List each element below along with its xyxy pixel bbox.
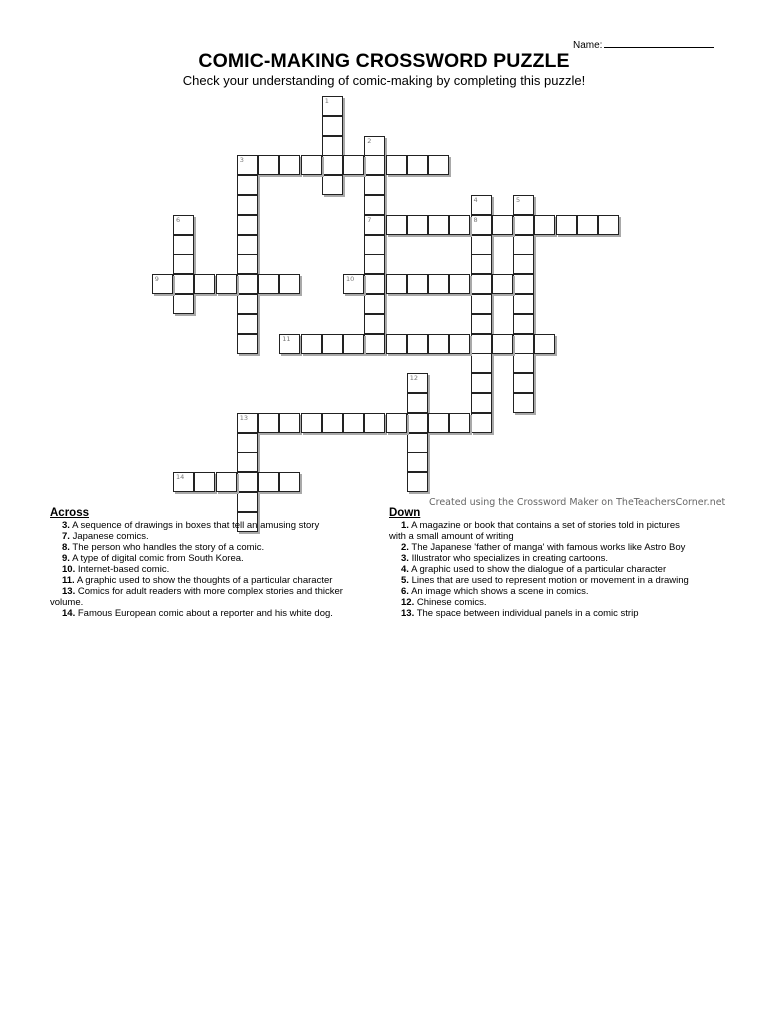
- clue-num: 9.: [62, 553, 70, 564]
- grid-cell[interactable]: [322, 155, 343, 175]
- down-clue: [389, 586, 719, 597]
- down-clue: [389, 597, 719, 608]
- clue-text: Internet-based comic.: [77, 564, 170, 575]
- clue-num: 6.: [401, 586, 409, 597]
- grid-cell[interactable]: [237, 314, 258, 334]
- grid-cell[interactable]: [322, 175, 343, 195]
- grid-cell[interactable]: [258, 274, 279, 294]
- grid-cell[interactable]: [237, 334, 258, 354]
- clue-text: Chinese comics.: [416, 597, 487, 608]
- grid-cell[interactable]: [471, 413, 492, 433]
- across-clue: [50, 575, 372, 586]
- grid-cell[interactable]: [513, 393, 534, 413]
- clue-text: Comics for adult readers with more complex stories and thicker: [77, 586, 343, 597]
- clue-number: 13: [239, 413, 249, 422]
- grid-cell[interactable]: [407, 393, 428, 413]
- grid-cell[interactable]: [237, 195, 258, 215]
- grid-cell[interactable]: [194, 274, 215, 294]
- clue-text: A sequence of drawings in boxes that tell an amusing story: [72, 520, 320, 531]
- grid-cell[interactable]: [173, 274, 194, 294]
- grid-cell[interactable]: [194, 472, 215, 492]
- grid-cell[interactable]: [407, 413, 428, 433]
- down-clue: [389, 553, 719, 564]
- clue-number: 11: [282, 334, 291, 343]
- grid-cell[interactable]: [386, 413, 407, 433]
- grid-cell[interactable]: [301, 334, 322, 354]
- grid-cell[interactable]: [471, 393, 492, 413]
- grid-cell[interactable]: [471, 195, 492, 215]
- across-clue: [50, 520, 372, 531]
- grid-cell[interactable]: [237, 433, 258, 453]
- grid-cell[interactable]: [449, 413, 470, 433]
- clue-number: 7: [367, 215, 372, 224]
- clue-num: 11.: [62, 575, 75, 586]
- clue-num: 7.: [62, 531, 70, 542]
- grid-cell[interactable]: [301, 413, 322, 433]
- grid-cell[interactable]: [513, 235, 534, 255]
- grid-cell[interactable]: [237, 254, 258, 274]
- clue-number: 5: [516, 196, 521, 204]
- clue-num: 3.: [401, 553, 409, 564]
- grid-cell[interactable]: [428, 215, 449, 235]
- grid-cell[interactable]: [173, 472, 194, 492]
- clue-number: 3: [239, 156, 244, 165]
- down-clues: [389, 508, 719, 619]
- across-clue: [50, 608, 372, 619]
- clue-text: An image which shows a scene in comics.: [411, 586, 589, 597]
- grid-cell[interactable]: [513, 254, 534, 274]
- across-clue: [50, 586, 372, 597]
- grid-cell[interactable]: [513, 373, 534, 393]
- grid-cell[interactable]: [428, 155, 449, 175]
- clue-num: 3.: [62, 520, 70, 531]
- grid-cell[interactable]: [492, 334, 513, 354]
- clue-number: 4: [473, 196, 478, 204]
- name-label: Name:: [573, 40, 603, 51]
- grid-cell[interactable]: [322, 413, 343, 433]
- grid-cell[interactable]: [492, 274, 513, 294]
- grid-cell[interactable]: [364, 413, 385, 433]
- grid-cell[interactable]: [407, 155, 428, 175]
- grid-cell[interactable]: [216, 472, 237, 492]
- clue-num: 8.: [62, 542, 70, 553]
- clue-num: 1.: [401, 520, 409, 531]
- clue-text: Illustrator who specializes in creating cartoons.: [411, 553, 609, 564]
- grid-cell[interactable]: [513, 353, 534, 373]
- grid-cell[interactable]: [471, 373, 492, 393]
- grid-cell[interactable]: [279, 334, 300, 354]
- grid-cell[interactable]: [258, 472, 279, 492]
- grid-cell[interactable]: [343, 413, 364, 433]
- grid-cell[interactable]: [513, 334, 534, 354]
- grid-cell[interactable]: [471, 215, 492, 235]
- clue-num: 14.: [62, 608, 76, 619]
- grid-cell[interactable]: [343, 334, 364, 354]
- page-title: COMIC-MAKING CROSSWORD PUZZLE: [198, 50, 570, 72]
- grid-cell[interactable]: [407, 215, 428, 235]
- credit-line: Created using the Crossword Maker on TheTeachersCorner.net: [429, 497, 726, 508]
- across-clue: [50, 553, 372, 564]
- grid-cell[interactable]: [556, 215, 577, 235]
- grid-cell[interactable]: [428, 334, 449, 354]
- grid-cell[interactable]: [237, 274, 258, 294]
- grid-cell[interactable]: [513, 294, 534, 314]
- grid-cell[interactable]: [237, 452, 258, 472]
- grid-cell[interactable]: [258, 155, 279, 175]
- across-clue: [50, 597, 372, 608]
- grid-cell[interactable]: [322, 136, 343, 156]
- grid-cell[interactable]: [386, 155, 407, 175]
- grid-cell[interactable]: [152, 274, 173, 294]
- grid-cell[interactable]: [364, 235, 385, 255]
- grid-cell[interactable]: [322, 116, 343, 136]
- down-clue: [389, 531, 719, 542]
- grid-cell[interactable]: [513, 274, 534, 294]
- clue-text: Lines that are used to represent motion or movement in a drawing: [411, 575, 689, 586]
- clue-text: A graphic used to show the dialogue of a particular character: [411, 564, 667, 575]
- grid-cell[interactable]: [237, 215, 258, 235]
- grid-cell[interactable]: [513, 314, 534, 334]
- grid-cell[interactable]: [407, 472, 428, 492]
- grid-cell[interactable]: [364, 254, 385, 274]
- grid-cell[interactable]: [386, 215, 407, 235]
- grid-cell[interactable]: [364, 175, 385, 195]
- grid-cell[interactable]: [471, 294, 492, 314]
- grid-cell[interactable]: [449, 274, 470, 294]
- down-heading: Down: [389, 507, 421, 519]
- grid-cell[interactable]: [471, 254, 492, 274]
- grid-cell[interactable]: [364, 314, 385, 334]
- grid-cell[interactable]: [173, 254, 194, 274]
- clue-number: 10: [346, 275, 355, 284]
- grid-cell[interactable]: [407, 334, 428, 354]
- clue-text: A graphic used to show the thoughts of a particular character: [76, 575, 333, 586]
- grid-cell[interactable]: [364, 195, 385, 215]
- clue-number: 8: [473, 215, 478, 224]
- grid-cell[interactable]: [364, 136, 385, 156]
- grid-cell[interactable]: [173, 215, 194, 235]
- grid-cell[interactable]: [322, 96, 343, 116]
- grid-cell[interactable]: [237, 472, 258, 492]
- clue-text: The Japanese 'father of manga' with famous works like Astro Boy: [411, 542, 686, 553]
- grid-cell[interactable]: [428, 413, 449, 433]
- clue-text: The space between individual panels in a comic strip: [416, 608, 639, 619]
- grid-cell[interactable]: [471, 235, 492, 255]
- down-clue: [389, 520, 719, 531]
- grid-cell[interactable]: [449, 334, 470, 354]
- grid-cell[interactable]: [343, 274, 364, 294]
- grid-cell[interactable]: [407, 452, 428, 472]
- grid-cell[interactable]: [471, 314, 492, 334]
- down-clue: [389, 564, 719, 575]
- clue-number: 9: [154, 275, 159, 284]
- clue-text: Famous European comic about a reporter and his white dog.: [77, 608, 333, 619]
- grid-cell[interactable]: [237, 413, 258, 433]
- across-clue-list: [50, 520, 372, 619]
- clue-number: 6: [176, 215, 181, 224]
- grid-cell[interactable]: [534, 334, 555, 354]
- clue-num: 5.: [401, 575, 409, 586]
- clue-number: 1: [324, 97, 329, 105]
- clue-number: 12: [409, 374, 419, 383]
- grid-cell[interactable]: [237, 294, 258, 314]
- clue-number: 14: [176, 473, 185, 482]
- grid-cell[interactable]: [364, 215, 385, 235]
- clue-num: 12.: [401, 597, 415, 608]
- grid-cell[interactable]: [407, 274, 428, 294]
- grid-cell[interactable]: [534, 215, 555, 235]
- grid-cell[interactable]: [279, 472, 300, 492]
- grid-cell[interactable]: [279, 274, 300, 294]
- grid-cell[interactable]: [513, 195, 534, 215]
- grid-cell[interactable]: [577, 215, 598, 235]
- grid-cell[interactable]: [322, 334, 343, 354]
- down-clue-list: [389, 520, 719, 619]
- grid-cell[interactable]: [364, 294, 385, 314]
- clue-num: 2.: [401, 542, 409, 553]
- down-clue: [389, 608, 719, 619]
- down-clue: [389, 575, 719, 586]
- grid-cell[interactable]: [407, 433, 428, 453]
- clue-text: with a small amount of writing: [389, 531, 514, 542]
- grid-cell[interactable]: [364, 155, 385, 175]
- down-clue: [389, 542, 719, 553]
- grid-cell[interactable]: [471, 353, 492, 373]
- grid-cell[interactable]: [428, 274, 449, 294]
- grid-cell[interactable]: [492, 215, 513, 235]
- grid-cell[interactable]: [173, 294, 194, 314]
- grid-cell[interactable]: [386, 334, 407, 354]
- grid-cell[interactable]: [279, 413, 300, 433]
- grid-cell[interactable]: [216, 274, 237, 294]
- across-clue: [50, 531, 372, 542]
- across-heading: Across: [50, 507, 89, 519]
- clue-num: 10.: [62, 564, 76, 575]
- page-subtitle: Check your understanding of comic-making by completing this puzzle!: [182, 73, 586, 88]
- clue-number: 2: [367, 136, 372, 145]
- grid-cell[interactable]: [598, 215, 619, 235]
- grid-cell[interactable]: [364, 334, 385, 354]
- grid-cell[interactable]: [173, 235, 194, 255]
- clue-text: Japanese comics.: [72, 531, 149, 542]
- grid-cell[interactable]: [471, 334, 492, 354]
- grid-cell[interactable]: [386, 274, 407, 294]
- grid-cell[interactable]: [237, 235, 258, 255]
- grid-cell[interactable]: [513, 215, 534, 235]
- grid-cell[interactable]: [471, 274, 492, 294]
- grid-cell[interactable]: [237, 155, 258, 175]
- grid-cell[interactable]: [301, 155, 322, 175]
- clue-text: A magazine or book that contains a set of stories told in pictures: [411, 520, 680, 531]
- clue-text: A type of digital comic from South Korea.: [72, 553, 244, 564]
- clue-text: The person who handles the story of a comic.: [72, 542, 265, 553]
- grid-cell[interactable]: [449, 215, 470, 235]
- grid-cell[interactable]: [407, 373, 428, 393]
- clue-num: 4.: [401, 564, 409, 575]
- across-clue: [50, 542, 372, 553]
- clue-num: 13.: [62, 586, 76, 597]
- grid-cell[interactable]: [364, 274, 385, 294]
- across-clue: [50, 564, 372, 575]
- grid-cell[interactable]: [343, 155, 364, 175]
- grid-cell[interactable]: [279, 155, 300, 175]
- clue-num: 13.: [401, 608, 415, 619]
- grid-cell[interactable]: [237, 175, 258, 195]
- grid-cell[interactable]: [258, 413, 279, 433]
- clue-text: volume.: [50, 597, 84, 608]
- across-clues: [50, 508, 372, 619]
